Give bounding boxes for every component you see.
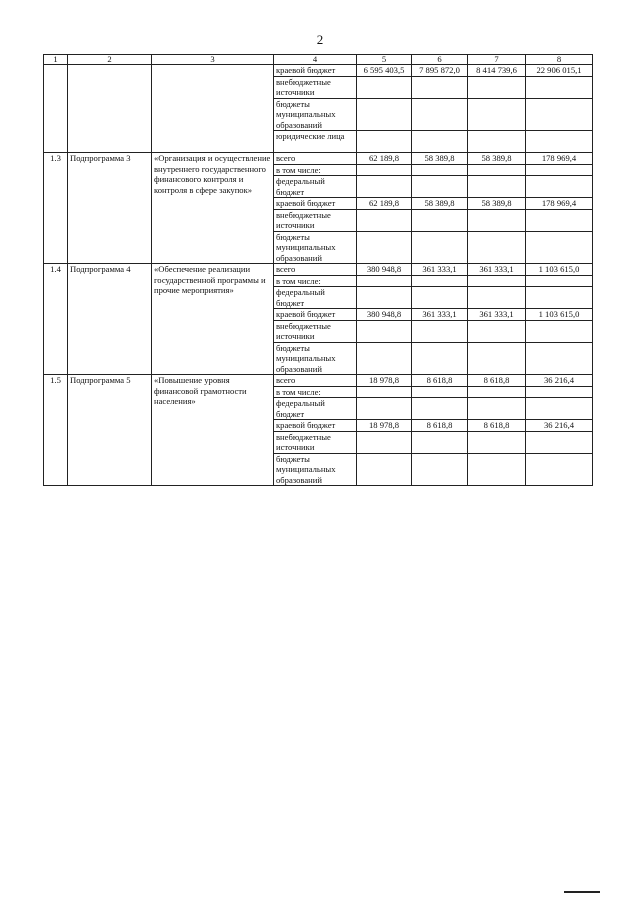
source-cell: внебюджетные источники (274, 320, 357, 342)
value-cell-5: 62 189,8 (357, 198, 412, 210)
value-cell-8 (526, 320, 593, 342)
value-cell-6 (412, 386, 468, 398)
source-cell: бюджеты муниципальных образований (274, 98, 357, 131)
value-cell-7 (468, 431, 526, 453)
value-cell-6 (412, 164, 468, 176)
source-cell: бюджеты муниципальных образований (274, 231, 357, 264)
value-cell-8 (526, 287, 593, 309)
table-row (44, 65, 593, 77)
value-cell-7 (468, 164, 526, 176)
value-cell-7 (468, 76, 526, 98)
value-cell-5 (357, 131, 412, 153)
value-cell-7: 8 618,8 (468, 420, 526, 432)
value-cell-8: 1 103 615,0 (526, 309, 593, 321)
value-cell-8 (526, 176, 593, 198)
value-cell-8 (526, 386, 593, 398)
source-cell: всего (274, 153, 357, 165)
header-cell: 7 (468, 55, 526, 65)
subprogram-name: Подпрограмма 3 (68, 153, 152, 264)
page-number: 2 (316, 32, 324, 47)
header-cell: 8 (526, 55, 593, 65)
value-cell-5 (357, 386, 412, 398)
header-cell: 5 (357, 55, 412, 65)
group-number: 1.5 (44, 375, 68, 486)
value-cell-5: 380 948,8 (357, 264, 412, 276)
value-cell-7: 361 333,1 (468, 264, 526, 276)
value-cell-5 (357, 431, 412, 453)
value-cell-5: 18 978,8 (357, 420, 412, 432)
value-cell-7: 8 618,8 (468, 375, 526, 387)
source-cell: юридические лица (274, 131, 357, 153)
value-cell-6 (412, 320, 468, 342)
value-cell-8: 36 216,4 (526, 420, 593, 432)
subprogram-cell (68, 65, 152, 153)
header-row (44, 55, 593, 65)
source-cell: бюджеты муниципальных образований (274, 342, 357, 375)
value-cell-6: 361 333,1 (412, 309, 468, 321)
value-cell-5 (357, 209, 412, 231)
subprogram-name: Подпрограмма 4 (68, 264, 152, 375)
value-cell-8 (526, 131, 593, 153)
source-cell: внебюджетные источники (274, 76, 357, 98)
value-cell-8: 1 103 615,0 (526, 264, 593, 276)
value-cell-7 (468, 398, 526, 420)
value-cell-8 (526, 209, 593, 231)
budget-table (43, 54, 593, 486)
value-cell-5 (357, 164, 412, 176)
value-cell-6 (412, 209, 468, 231)
source-cell: краевой бюджет (274, 309, 357, 321)
value-cell-5 (357, 287, 412, 309)
value-cell-5 (357, 76, 412, 98)
source-cell: всего (274, 264, 357, 276)
value-cell-8 (526, 342, 593, 375)
value-cell-8: 36 216,4 (526, 375, 593, 387)
value-cell-7 (468, 342, 526, 375)
value-cell-6 (412, 398, 468, 420)
source-cell: всего (274, 375, 357, 387)
value-cell-7 (468, 453, 526, 486)
table-row (44, 264, 593, 276)
title-cell (152, 65, 274, 153)
subprogram-title: «Повышение уровня финансовой грамотности населения» (152, 375, 274, 486)
value-cell-6 (412, 453, 468, 486)
value-cell-6 (412, 342, 468, 375)
value-cell-6: 7 895 872,0 (412, 65, 468, 77)
source-cell: федеральный бюджет (274, 398, 357, 420)
value-cell-8 (526, 98, 593, 131)
source-cell: внебюджетные источники (274, 431, 357, 453)
value-cell-5 (357, 231, 412, 264)
table-row (44, 153, 593, 165)
value-cell-5 (357, 453, 412, 486)
value-cell-6: 8 618,8 (412, 420, 468, 432)
value-cell-5 (357, 275, 412, 287)
value-cell-7 (468, 231, 526, 264)
subprogram-title: «Обеспечение реализации государственной программы и прочие мероприятия» (152, 264, 274, 375)
value-cell-8 (526, 398, 593, 420)
value-cell-5 (357, 176, 412, 198)
source-cell: федеральный бюджет (274, 287, 357, 309)
source-cell: бюджеты муниципальных образований (274, 453, 357, 486)
value-cell-8: 178 969,4 (526, 153, 593, 165)
source-cell: краевой бюджет (274, 420, 357, 432)
num-cell (44, 65, 68, 153)
value-cell-6 (412, 176, 468, 198)
value-cell-8 (526, 76, 593, 98)
value-cell-6 (412, 76, 468, 98)
value-cell-6 (412, 131, 468, 153)
value-cell-6: 58 389,8 (412, 153, 468, 165)
source-cell: в том числе: (274, 275, 357, 287)
value-cell-7 (468, 176, 526, 198)
source-cell: в том числе: (274, 386, 357, 398)
table-body (44, 55, 593, 486)
source-cell: краевой бюджет (274, 65, 357, 77)
value-cell-7 (468, 320, 526, 342)
value-cell-8: 178 969,4 (526, 198, 593, 210)
group-number: 1.4 (44, 264, 68, 375)
value-cell-5: 18 978,8 (357, 375, 412, 387)
value-cell-8 (526, 453, 593, 486)
value-cell-5 (357, 98, 412, 131)
value-cell-5: 62 189,8 (357, 153, 412, 165)
header-cell: 6 (412, 55, 468, 65)
value-cell-6: 8 618,8 (412, 375, 468, 387)
value-cell-8 (526, 164, 593, 176)
source-cell: федеральный бюджет (274, 176, 357, 198)
value-cell-7 (468, 98, 526, 131)
subprogram-title: «Организация и осуществление внутреннего государственного финансового контроля и контроля в сфере закупок» (152, 153, 274, 264)
value-cell-6 (412, 431, 468, 453)
value-cell-6: 58 389,8 (412, 198, 468, 210)
value-cell-5 (357, 342, 412, 375)
value-cell-5: 6 595 403,5 (357, 65, 412, 77)
header-cell: 1 (44, 55, 68, 65)
subprogram-name: Подпрограмма 5 (68, 375, 152, 486)
value-cell-7 (468, 209, 526, 231)
source-cell: внебюджетные источники (274, 209, 357, 231)
source-cell: краевой бюджет (274, 198, 357, 210)
value-cell-7: 8 414 739,6 (468, 65, 526, 77)
value-cell-6 (412, 287, 468, 309)
value-cell-8 (526, 231, 593, 264)
value-cell-8 (526, 431, 593, 453)
scan-mark (564, 891, 600, 893)
value-cell-5 (357, 320, 412, 342)
header-cell: 2 (68, 55, 152, 65)
value-cell-7: 58 389,8 (468, 153, 526, 165)
value-cell-6 (412, 98, 468, 131)
source-cell: в том числе: (274, 164, 357, 176)
value-cell-7 (468, 275, 526, 287)
value-cell-6 (412, 275, 468, 287)
value-cell-8: 22 906 015,1 (526, 65, 593, 77)
value-cell-7 (468, 287, 526, 309)
value-cell-6 (412, 231, 468, 264)
value-cell-5 (357, 398, 412, 420)
value-cell-8 (526, 275, 593, 287)
value-cell-7: 58 389,8 (468, 198, 526, 210)
value-cell-5: 380 948,8 (357, 309, 412, 321)
value-cell-6: 361 333,1 (412, 264, 468, 276)
value-cell-7 (468, 131, 526, 153)
value-cell-7: 361 333,1 (468, 309, 526, 321)
group-number: 1.3 (44, 153, 68, 264)
table-row (44, 375, 593, 387)
header-cell: 3 (152, 55, 274, 65)
value-cell-7 (468, 386, 526, 398)
header-cell: 4 (274, 55, 357, 65)
